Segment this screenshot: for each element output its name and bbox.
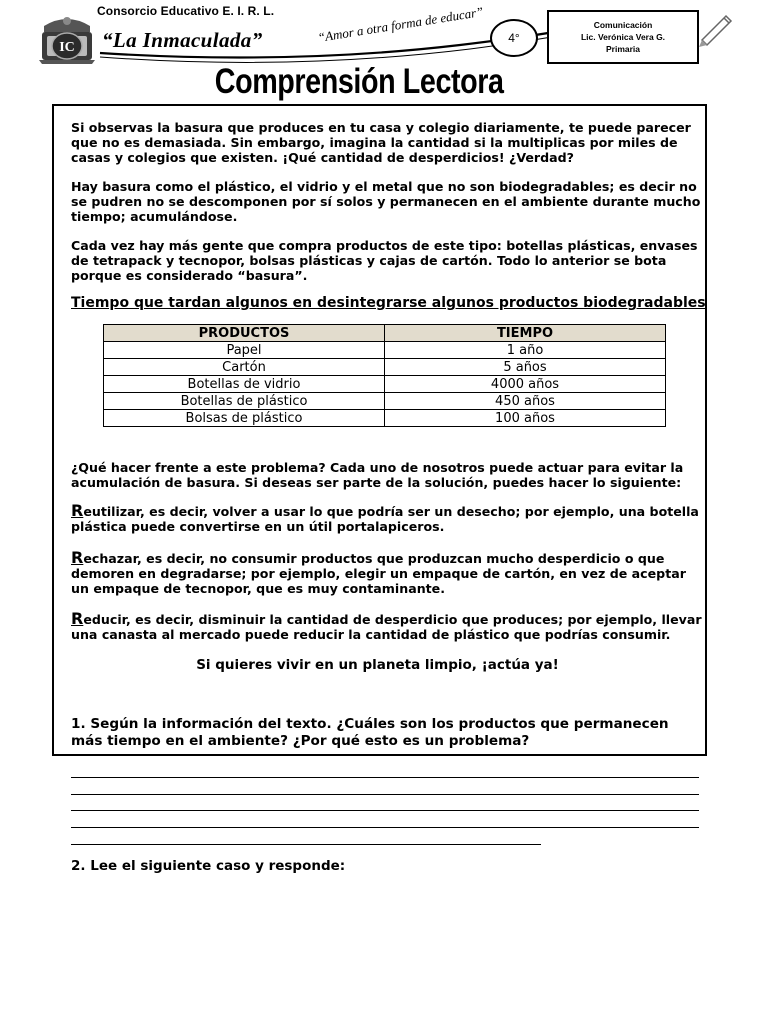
reject-initial: R [71, 548, 84, 567]
time-cell: 5 años [385, 359, 666, 376]
question-1 [71, 716, 696, 750]
pencil-icon [696, 8, 736, 48]
school-name: Consorcio Educativo E. I. R. L. [97, 4, 275, 18]
time-cell: 1 año [385, 342, 666, 359]
question-2: 2. Lee el siguiente caso y responde: [71, 858, 346, 874]
course-name: Comunicación [593, 20, 653, 30]
product-cell: Botellas de vidrio [104, 376, 385, 393]
paragraph-4 [71, 460, 703, 490]
answer-line[interactable] [71, 810, 699, 811]
table-row [104, 342, 666, 359]
school-level: Primaria [605, 44, 641, 54]
reduce-initial: R [71, 609, 84, 628]
school-brand: “La Inmaculada” [102, 28, 263, 52]
grade-value: 4° [508, 31, 520, 45]
grade-badge [490, 19, 538, 57]
table-row [104, 410, 666, 427]
question-1-text: 1. Según la información del texto. ¿Cuáles son los productos que permanecen más tiempo en el ambiente? ¿Por qué esto es un problema? [71, 716, 669, 749]
paragraph-2 [71, 179, 703, 224]
reduce-text: educir, es decir, disminuir la cantidad de desperdicio que produces; por ejemplo, llevar una canasta al mercado puede reducir la cantidad de plástico que podrías consumir. [71, 612, 702, 642]
product-cell: Papel [104, 342, 385, 359]
paragraph-4-text: ¿Qué hacer frente a este problema? Cada uno de nosotros puede actuar para evitar la acumulación de basura. Si deseas ser parte de la solución, puedes hacer lo siguiente: [71, 460, 684, 490]
table-row [104, 393, 666, 410]
teacher-name: Lic. Verónica Vera G. [580, 32, 666, 42]
answer-line[interactable] [71, 827, 699, 828]
answer-line[interactable] [71, 777, 699, 778]
answer-line[interactable] [71, 844, 541, 845]
page-title: Comprensión Lectora [214, 62, 504, 101]
logo-monogram: IC [59, 40, 75, 55]
time-cell: 4000 años [385, 376, 666, 393]
table-row [104, 359, 666, 376]
paragraph-2-text: Hay basura como el plástico, el vidrio y el metal que no son biodegradables; es decir no se pudren no se descomponen por sí solos y permanecen en el ambiente durante mucho tiempo; acumulándose. [71, 179, 701, 224]
reuse-text: eutilizar, es decir, volver a usar lo que podría ser un desecho; por ejemplo, una botella plástica puede convertirse en un útil portalapiceros. [71, 504, 699, 534]
answer-line[interactable] [71, 794, 699, 795]
reuse-paragraph [71, 503, 703, 534]
paragraph-1-text: Si observas la basura que produces en tu casa y colegio diariamente, te puede parecer que no es demasiada. Sin embargo, imagina la cantidad si la multiplicas por miles de casas y colegios que existen. ¡Qué cantidad de desperdicios! ¿Verdad? [71, 120, 691, 165]
paragraph-3 [71, 238, 703, 283]
reject-text: echazar, es decir, no consumir productos que produzcan mucho desperdicio o que demoren en degradarse; por ejemplo, elegir un empaque de cartón, en vez de aceptar un empaque de tecnopor, que es muy contaminante. [71, 551, 686, 596]
reject-paragraph [71, 550, 703, 596]
paragraph-3-text: Cada vez hay más gente que compra productos de este tipo: botellas plásticas, envases de tetrapack y tecnopor, bolsas plásticas y cajas de cartón. Todo lo anterior se bota porque es considerado “basura”. [71, 238, 698, 283]
product-cell: Botellas de plástico [104, 393, 385, 410]
table-row [104, 376, 666, 393]
product-cell: Bolsas de plástico [104, 410, 385, 427]
time-cell: 100 años [385, 410, 666, 427]
column-header-products: PRODUCTOS [104, 325, 385, 342]
paragraph-1 [71, 120, 703, 165]
reuse-initial: R [71, 501, 84, 520]
slogan: Si quieres vivir en un planeta limpio, ¡actúa ya! [196, 657, 559, 673]
decomposition-table [103, 324, 666, 427]
product-cell: Cartón [104, 359, 385, 376]
reduce-paragraph [71, 611, 703, 642]
school-motto: “Amor a otra forma de educar” [316, 3, 485, 45]
column-header-time: TIEMPO [385, 325, 666, 342]
table-title: Tiempo que tardan algunos en desintegrarse algunos productos biodegradables [71, 295, 706, 311]
table-header-row [104, 325, 666, 342]
time-cell: 450 años [385, 393, 666, 410]
course-info-box [547, 10, 699, 64]
